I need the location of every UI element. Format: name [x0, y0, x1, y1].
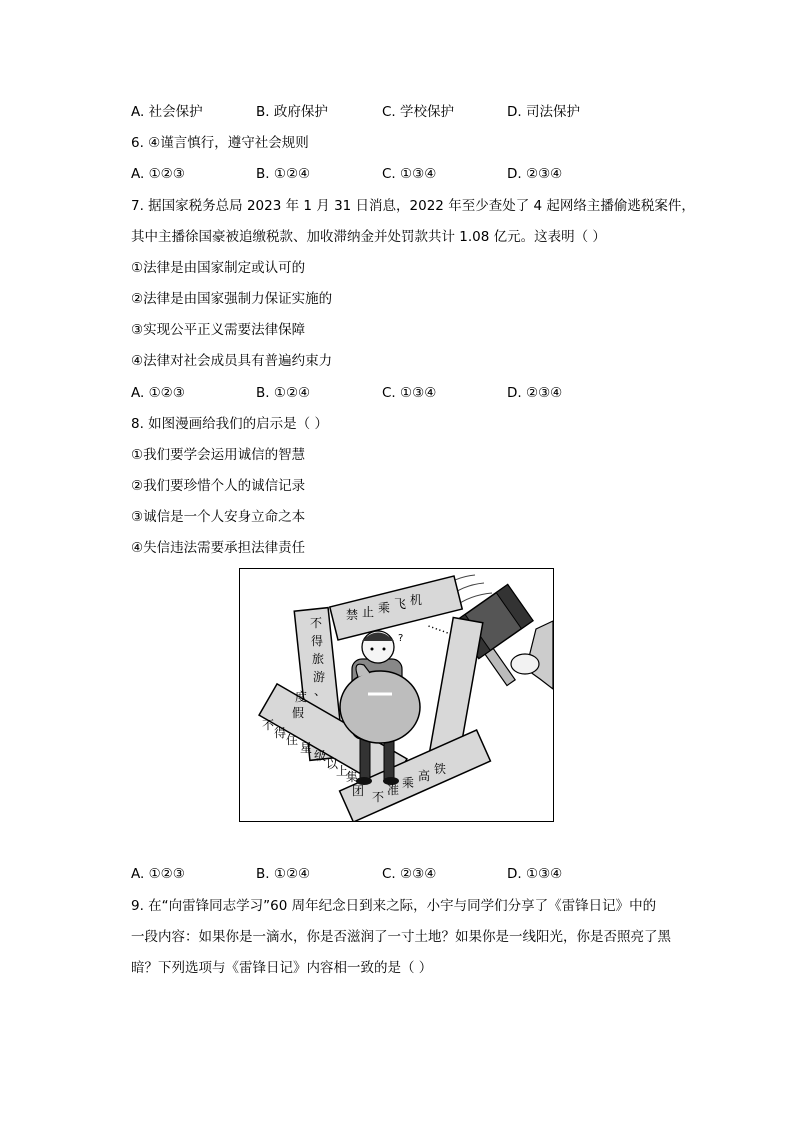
q8-statement-2: ②我们要珍惜个人的诚信记录 — [131, 478, 306, 494]
board-left-char: 不 — [310, 616, 323, 630]
board-bottom-right-char: 铁 — [434, 762, 447, 776]
board-left-char: 假 — [292, 706, 305, 720]
q8-statement-4: ④失信违法需要承担法律责任 — [131, 540, 306, 556]
q9-stem-line1: 9. 在“向雷锋同志学习”60 周年纪念日到来之际，小宇与同学们分享了《雷锋日记》中的 — [131, 898, 657, 914]
board-top-char: 禁 — [346, 608, 359, 622]
board-top-char: 乘 — [378, 601, 391, 615]
q6-option-b[interactable]: B. ①②④ — [256, 166, 311, 182]
q7-statement-1: ①法律是由国家制定或认可的 — [131, 260, 306, 276]
board-bottom-left-char: 不 — [262, 718, 275, 732]
q5-option-c[interactable]: C. 学校保护 — [382, 104, 455, 120]
q9-stem-line2: 一段内容：如果你是一滴水，你是否滋润了一寸土地？如果你是一线阳光，你是否照亮了黑 — [131, 929, 671, 945]
q8-option-d[interactable]: D. ①③④ — [507, 866, 563, 882]
board-bottom-left-char: 住 — [286, 733, 299, 747]
q6-option-a[interactable]: A. ①②③ — [131, 166, 185, 182]
q7-statement-4: ④法律对社会成员具有普遍约束力 — [131, 353, 333, 369]
q7-statement-2: ②法律是由国家强制力保证实施的 — [131, 291, 333, 307]
board-bottom-right-char: 准 — [387, 783, 400, 797]
cartoon-drawing — [240, 569, 553, 821]
board-bottom-left-char: 以 — [326, 757, 339, 771]
q8-statement-1: ①我们要学会运用诚信的智慧 — [131, 447, 306, 463]
board-left-char: 旅 — [312, 652, 325, 666]
board-left-char: 、 — [314, 684, 327, 698]
board-bottom-left-char: 星 — [300, 741, 313, 755]
q7-stem-line2: 其中主播徐国豪被追缴税款、加收滞纳金并处罚款共计 1.08 亿元。这表明（ ） — [131, 229, 606, 245]
q5-option-b[interactable]: B. 政府保护 — [256, 104, 328, 120]
board-bottom-right-char: 不 — [372, 790, 385, 804]
q7-statement-3: ③实现公平正义需要法律保障 — [131, 322, 306, 338]
q7-option-a[interactable]: A. ①②③ — [131, 385, 185, 401]
q8-option-a[interactable]: A. ①②③ — [131, 866, 185, 882]
q6-option-d[interactable]: D. ②③④ — [507, 166, 563, 182]
q6-option-c[interactable]: C. ①③④ — [382, 166, 437, 182]
money-bag-icon — [340, 671, 420, 743]
q5-option-d[interactable]: D. 司法保护 — [507, 104, 580, 120]
board-top-char: 止 — [362, 605, 375, 619]
svg-text:?: ? — [398, 633, 404, 644]
board-bottom-left-char: 团 — [352, 784, 365, 798]
board-bottom-right-char: 高 — [418, 769, 431, 783]
board-top-char: 飞 — [394, 597, 407, 611]
board-bottom-left-char: 得 — [274, 726, 287, 740]
hand — [511, 654, 539, 674]
q8-stem: 8. 如图漫画给我们的启示是（ ） — [131, 416, 328, 432]
q5-option-a[interactable]: A. 社会保护 — [131, 104, 203, 120]
board-top-char: 机 — [410, 593, 423, 607]
board-bottom-right-char: 乘 — [402, 776, 415, 790]
board-left-char: 得 — [311, 634, 324, 648]
q7-option-c[interactable]: C. ①③④ — [382, 385, 437, 401]
q8-option-b[interactable]: B. ①②④ — [256, 866, 311, 882]
q6-stem: 6. ④谨言慎行，遵守社会规则 — [131, 135, 309, 151]
board-bottom-left-char: 上 — [336, 764, 349, 778]
cartoon-dots: ······ — [424, 619, 452, 641]
q8-cartoon — [239, 568, 554, 822]
board-left-char: 游 — [313, 670, 326, 684]
board-bottom-left-char: 级 — [314, 749, 327, 763]
q8-statement-3: ③诚信是一个人安身立命之本 — [131, 509, 306, 525]
q9-stem-line3: 暗？下列选项与《雷锋日记》内容相一致的是（ ） — [131, 960, 433, 976]
q7-stem-line1: 7. 据国家税务总局 2023 年 1 月 31 日消息，2022 年至少查处了 4 起网络主播偷逃税案件， — [131, 198, 695, 214]
q7-option-d[interactable]: D. ②③④ — [507, 385, 563, 401]
board-left-char: 度 — [295, 690, 308, 704]
q8-option-c[interactable]: C. ②③④ — [382, 866, 437, 882]
q7-option-b[interactable]: B. ①②④ — [256, 385, 311, 401]
board-bottom-left-char: 集 — [346, 770, 359, 784]
